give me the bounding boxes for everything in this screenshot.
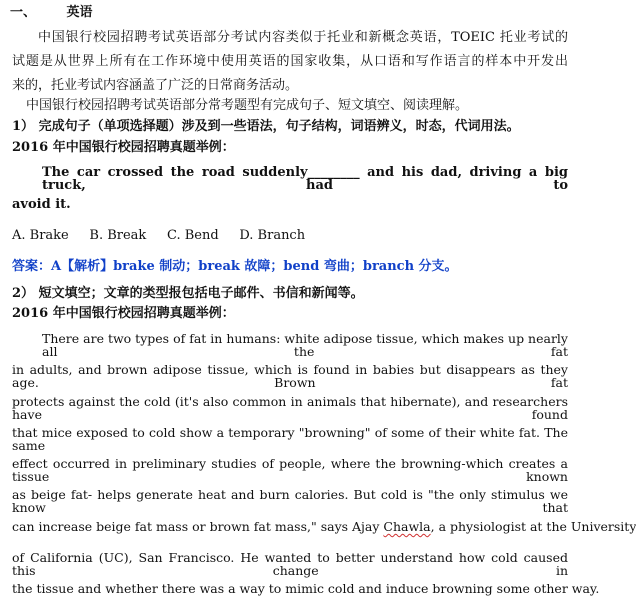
passage-line-7 bbox=[12, 519, 636, 534]
passage-line-8: of California (UC), San Francisco. He wanted to better understand how cold caused this change in bbox=[12, 550, 568, 578]
passage-line-5: effect occurred in preliminary studies of people, where the browning-which creates a tissue known bbox=[12, 456, 568, 484]
passage-name-chawla: Chawla bbox=[383, 519, 431, 534]
intro-line-1: 中国银行校园招聘考试英语部分考试内容类似于托业和新概念英语，TOEIC 托业考试的 bbox=[38, 30, 568, 45]
passage-line-7-start: can increase beige fat mass or brown fat mass," says Ajay bbox=[12, 519, 384, 534]
passage-line-6: as beige fat- helps generate heat and burn calories. But cold is "the only stimulus we know that bbox=[12, 487, 568, 515]
section-number: 一、 bbox=[10, 5, 37, 20]
part2-heading: 2） 短文填空；文章的类型报包括电子邮件、书信和新闻等。 bbox=[12, 286, 364, 301]
intro-line-4: 中国银行校园招聘考试英语部分常考题型有完成句子、短文填空、阅读理解。 bbox=[26, 98, 469, 113]
part2-example-title: 2016 年中国银行校园招聘真题举例： bbox=[12, 306, 235, 321]
section-title: 英语 bbox=[66, 5, 93, 20]
question-line-2: avoid it. bbox=[12, 197, 71, 212]
part1-heading: 1） 完成句子（单项选择题）涉及到一些语法，句子结构，词语辨义，时态，代词用法。 bbox=[12, 119, 520, 134]
intro-line-2: 试题是从世界上所有在工作环境中使用英语的国家收集，从口语和写作语言的样本中开发出 bbox=[12, 54, 568, 69]
part1-example-title: 2016 年中国银行校园招聘真题举例： bbox=[12, 140, 235, 155]
passage-line-1: There are two types of fat in humans: white adipose tissue, which makes up nearly all the fat bbox=[42, 331, 568, 359]
passage-line-9: the tissue and whether there was a way to mimic cold and induce browning some other way. bbox=[12, 581, 600, 596]
passage-line-4: that mice exposed to cold show a temporary "browning" of some of their white fat. The same bbox=[12, 425, 568, 453]
passage-line-3: protects against the cold (it's also common in animals that hibernate), and researchers have found bbox=[12, 394, 568, 422]
passage-line-7-end: , a physiologist at the University bbox=[430, 519, 636, 534]
answer-options: A. Brake B. Break C. Bend D. Branch bbox=[12, 228, 306, 243]
section-heading bbox=[10, 6, 93, 19]
answer-explanation: 答案：A【解析】brake 制动；break 故障；bend 弯曲；branch 分支。 bbox=[12, 259, 458, 274]
question-line-1: The car crossed the road suddenly________ and his dad, driving a big truck, had to bbox=[42, 165, 568, 193]
intro-line-3: 来的，托业考试内容涵盖了广泛的日常商务活动。 bbox=[12, 78, 299, 93]
passage-line-2: in adults, and brown adipose tissue, which is found in babies but disappears as they age. Brown fat bbox=[12, 362, 568, 390]
